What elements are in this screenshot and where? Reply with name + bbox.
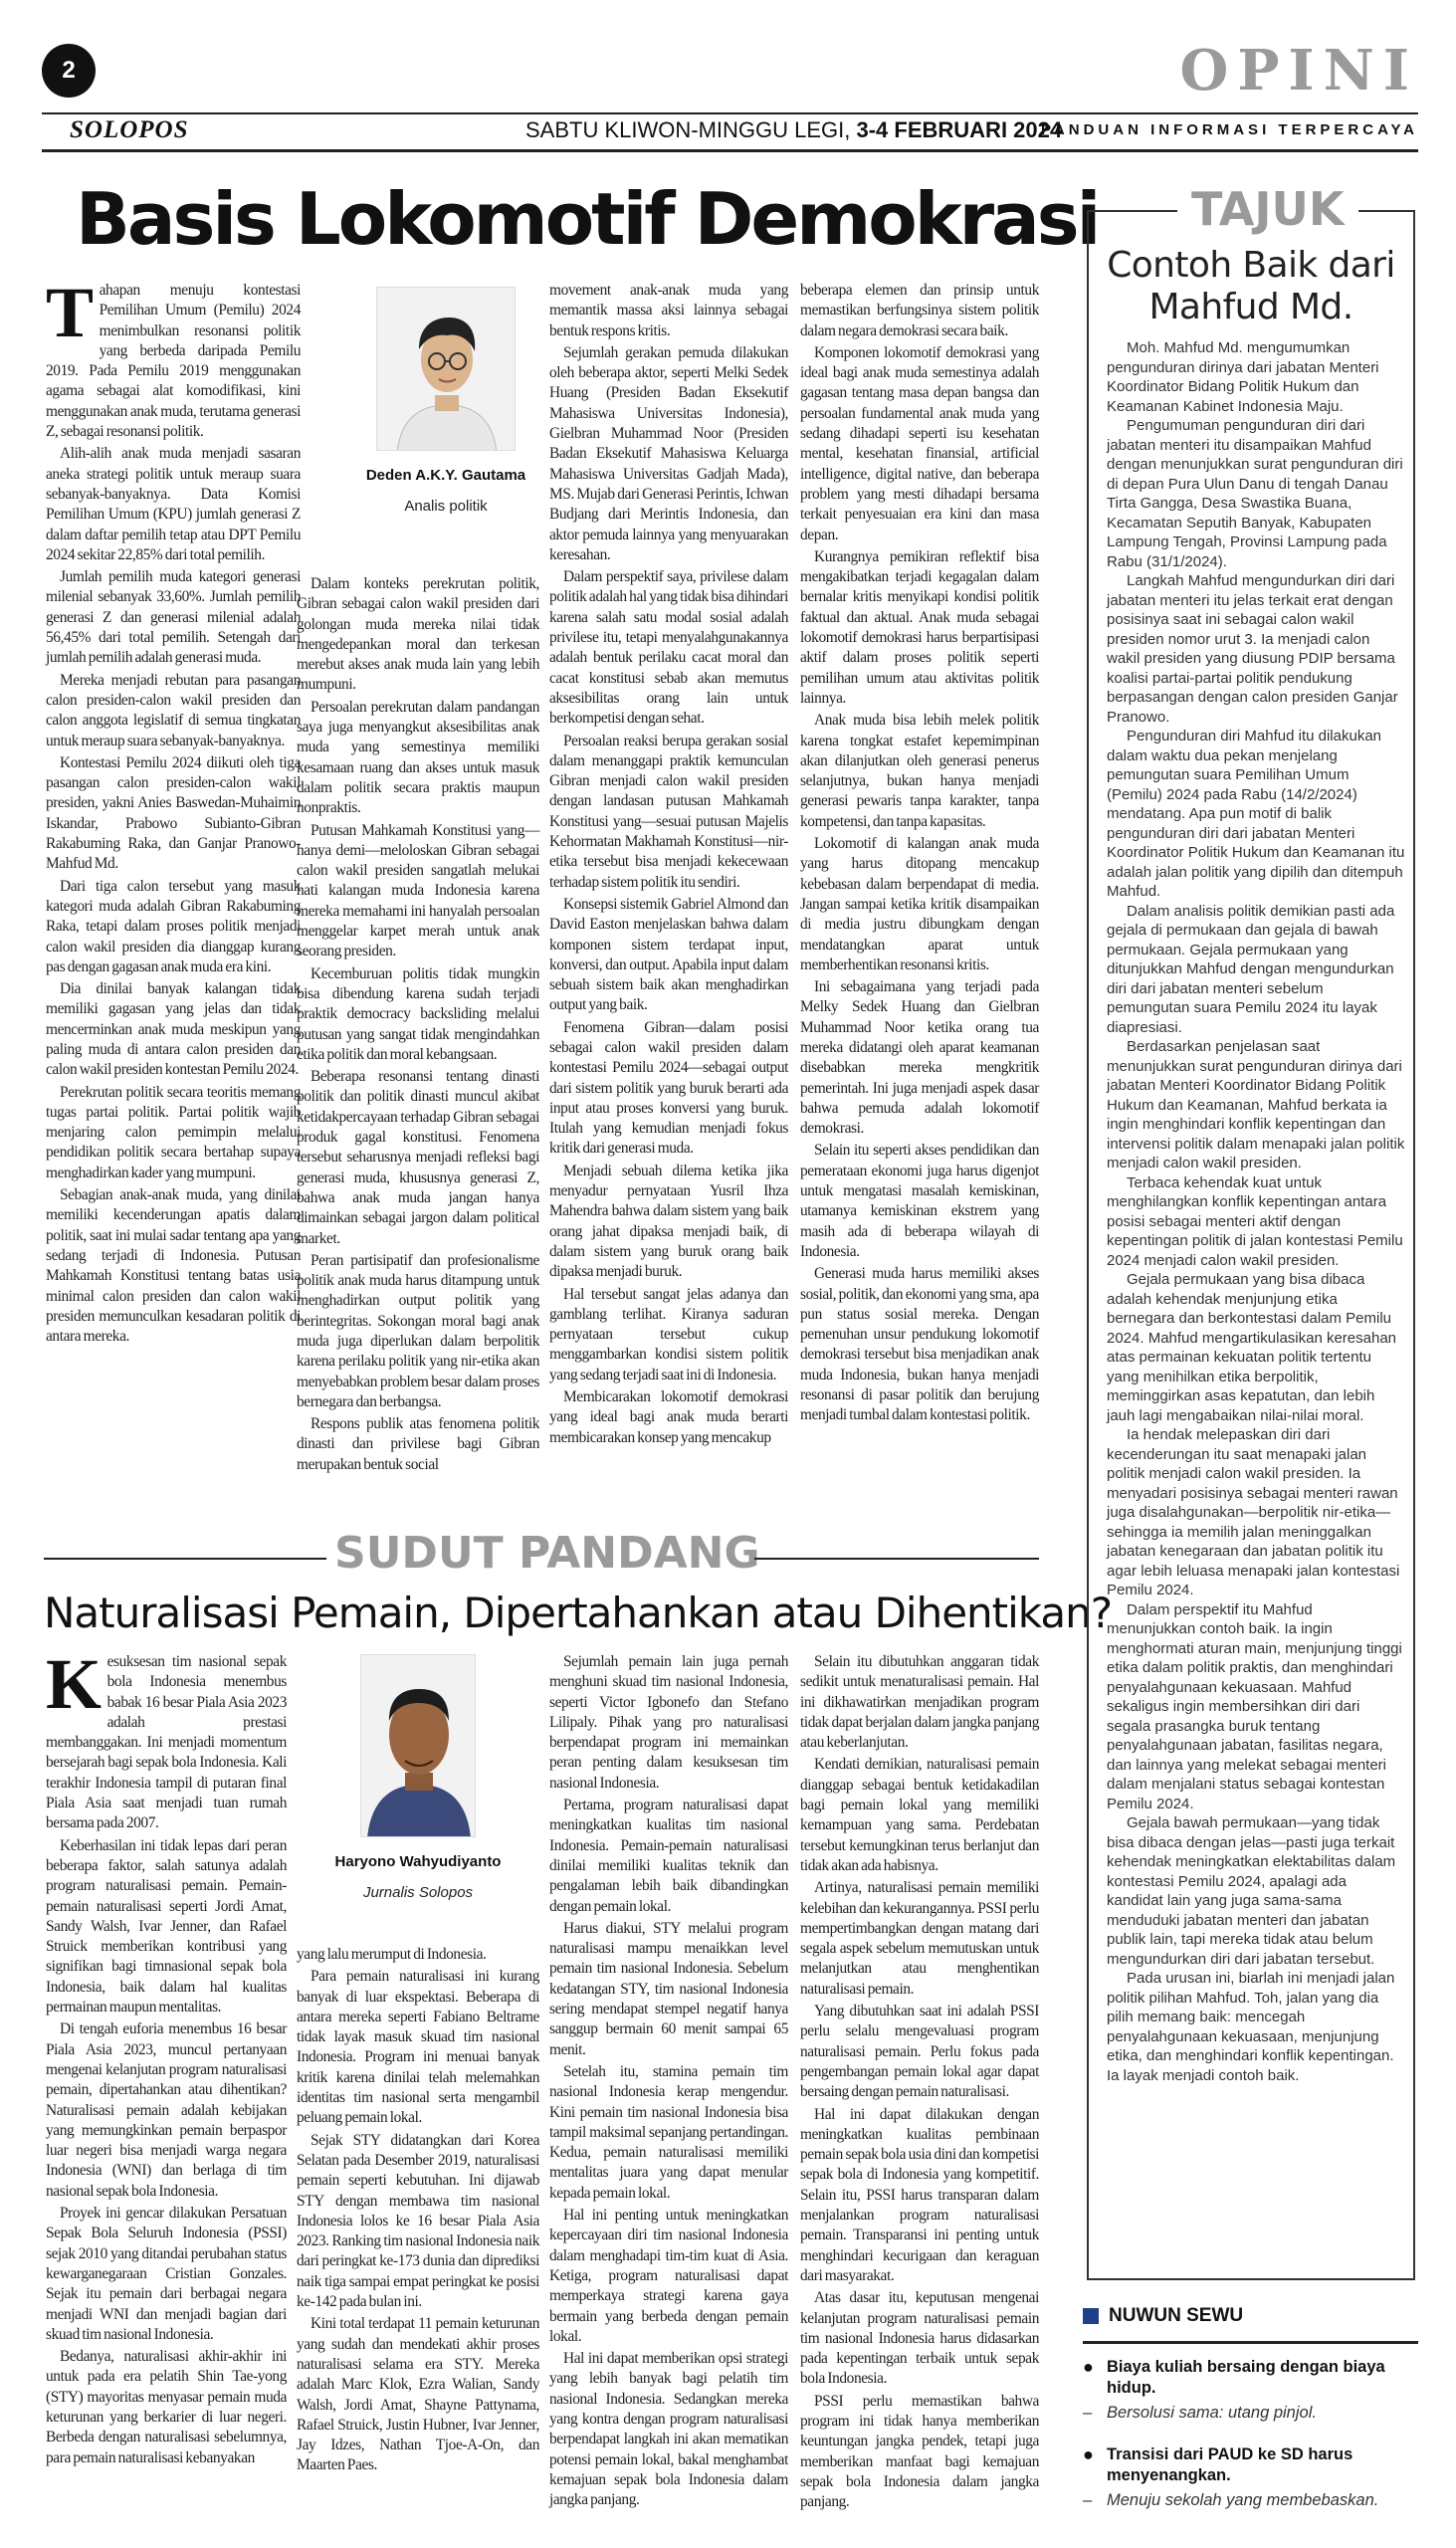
- tajuk-paragraph: Terbaca kehendak kuat untuk menghilangkan konflik kepentingan antara posisi sebagai menteri aktif dengan kepentingan politik di jalan kontestasi Pemilu 2024 menjadi calon wakil presiden.: [1107, 1173, 1403, 1269]
- nuwun-item: [1083, 2444, 1421, 2511]
- tajuk-paragraph: Pada urusan ini, biarlah ini menjadi jalan politik pilihan Mahfud. Toh, jalan yang dia pilih memang baik: mencegah penyalahgunaan kekuasaan, menjunjung etika, dan menghindari konflik kepentingan. Ia layak menjadi contoh baik.: [1107, 1970, 1395, 2084]
- tajuk-paragraph: Gejala bawah permukaan—yang tidak bisa dibaca dengan jelas—pasti juga terkait kehendak meningkatkan elektabilitas dalam kontestasi Pemilu 2024, apalagi ada kandidat lain yang juga sama-sama menduduki jabatan menteri dan jabatan publik lain, tapi mereka tidak atau belum mengundurkan diri dari jabatan tersebut.: [1107, 1814, 1396, 1968]
- paragraph: Anak muda bisa lebih melek politik karena tongkat estafet kepemimpinan akan dilanjutkan oleh generasi penerus selanjutnya, bukan hanya menjadi generasi pewaris tanpa karakter, tanpa kompetensi, dan tanpa kapasitas.: [800, 712, 1039, 830]
- sudut-pandang-column-4: [800, 1652, 1039, 2514]
- sudut-pandang-rule-right: [754, 1558, 1039, 1560]
- paragraph: Yang dibutuhkan saat ini adalah PSSI perlu selalu mengevaluasi program naturalisasi pemain. Perlu fokus pada pengembangan pemain lokal agar dapat bersaing dengan pemain naturalisasi.: [800, 2003, 1039, 2101]
- paragraph: yang lalu merumput di Indonesia.: [297, 1946, 487, 1963]
- paragraph: Konsepsi sistemik Gabriel Almond dan David Easton menjelaskan bahwa dalam komponen sistem terdapat input, konversi, dan output. Apabila input dalam sebuah sistem baik akan menghadirkan output yang baik.: [549, 895, 788, 1014]
- paragraph: movement anak-anak muda yang memantik massa aksi lainnya sebagai bentuk respons kritis.: [549, 282, 788, 339]
- sp-author-block: [299, 1654, 537, 1901]
- paragraph: beberapa elemen dan prinsip untuk memastikan berfungsinya sistem politik dalam negara demokrasi secara baik.: [800, 282, 1039, 339]
- sudut-pandang-label: SUDUT PANDANG: [334, 1528, 760, 1579]
- article-column-4: [800, 281, 1039, 1428]
- paragraph: Keberhasilan ini tidak lepas dari peran beberapa faktor, salah satunya adalah program naturalisasi pemain. Pemain-pemain naturalisasi seperti Jordi Amat, Sandy Walsh, Ivar Jenner, dan Rafael Struick memberikan kontribusi yang signifikan bagi timnasional sepak bola Indonesia, baik dalam hal kualitas permainan maupun mentalitas.: [46, 1836, 287, 2017]
- paragraph: Dia dinilai banyak kalangan tidak memiliki gagasan yang jelas dan tidak mencerminkan anak muda meskipun yang paling muda di antara calon presiden dan calon wakil presiden kontestan Pemilu 2024.: [46, 980, 301, 1079]
- date-prefix: SABTU KLIWON-MINGGU LEGI,: [525, 117, 857, 142]
- paragraph: Kendati demikian, naturalisasi pemain dianggap sebagai bentuk ketidakadilan bagi pemain lokal yang memiliki kemampuan yang sama. Perdebatan tersebut kemungkinan terus berlanjut dan tidak akan ada habisnya.: [800, 1756, 1039, 1874]
- drop-cap: K: [46, 1644, 102, 1724]
- sudut-pandang-column-3: [549, 1652, 788, 2512]
- paragraph: Hal ini dapat memberikan opsi strategi yang lebih banyak bagi pelatih tim nasional Indonesia. Sedangkan mereka yang kontra dengan program naturalisasi berpendapat langkah ini akan mematikan potensi pemain lokal, bakal menghambat kemajuan sepak bola Indonesia dalam jangka panjang.: [549, 2350, 788, 2509]
- paragraph: Selain itu seperti akses pendidikan dan pemerataan ekonomi juga harus digenjot untuk mengatasi masalah kemiskinan, utamanya kemiskinan ekstrem yang masih ada di beberapa wilayah di Indonesia.: [800, 1142, 1039, 1260]
- paragraph: Hal tersebut sangat jelas adanya dan gamblang terlihat. Kiranya saduran pernyataan tersebut cukup menggambarkan kondisi sistem politik yang sedang terjadi saat ini di Indonesia.: [549, 1285, 788, 1383]
- sp-author-role: Jurnalis Solopos: [362, 1884, 474, 1901]
- tajuk-label: TAJUK: [1177, 182, 1358, 236]
- page-number: 2: [42, 44, 96, 98]
- paragraph: Kurangnya pemikiran reflektif bisa mengakibatkan terjadi kegagalan dalam bernalar kritis menyikapi kondisi politik faktual dan aktual. Anak muda sebagai lokomotif demokrasi harus berpartisipasi aktif dalam proses politik seperti pemilihan umum atau aktivitas politik lainnya.: [800, 547, 1039, 707]
- tajuk-paragraph: Pengumuman pengunduran diri dari jabatan menteri itu disampaikan Mahfud dengan menunjukkan surat pengunduran diri di depan Pura Ulun Danu di tengah Danau Tirta Gangga, Desa Swastika Buana, Kecamatan Seputih Banyak, Kabupaten Lampung Tengah, Provinsi Lampung pada Rabu (31/1/2024).: [1107, 417, 1403, 570]
- paragraph: Kontestasi Pemilu 2024 diikuti oleh tiga pasangan calon presiden-calon wakil presiden, yakni Anies Baswedan-Muhaimin Iskandar, Prabowo Subianto-Gibran Rakabuming Raka, dan Ganjar Pranowo-Mahfud Md.: [46, 753, 301, 873]
- paragraph: Kini total terdapat 11 pemain keturunan yang sudah dan mendekati akhir proses naturalisasi selama era STY. Mereka adalah Marc Klok, Ezra Walian, Sandy Walsh, Jordi Amat, Shayne Pattynama, Rafael Struick, Justin Hubner, Ivar Jenner, Jay Idzes, Nathan Tjoe-A-On, dan Maarten Paes.: [297, 2315, 539, 2474]
- paragraph: Pertama, program naturalisasi dapat meningkatkan kualitas tim nasional Indonesia. Pemain-pemain naturalisasi dinilai memiliki kualitas teknik dan pengalaman lebih baik dibandingkan dengan pemain lokal.: [549, 1797, 788, 1915]
- square-bullet-icon: [1083, 2308, 1099, 2324]
- paragraph: Di tengah euforia menembus 16 besar Piala Asia 2023, muncul pertanyaan mengenai kelanjutan program naturalisasi pemain, dipertahankan atau dihentikan? Naturalisasi pemain adalah kebijakan yang memungkinkan pemain berpaspor luar negeri bisa menjadi warga negara Indonesia (WNI) dan berlaga di tim nasional sepak bola Indonesia.: [46, 2020, 287, 2200]
- paragraph: Komponen lokomotif demokrasi yang ideal bagi anak muda semestinya adalah gagasan tentang masa depan bangsa dan persoalan fundamental anak muda yang sedang dihadapi seperti isu kesehatan mental, kesehatan finansial, artificial intelligence, digital native, dan beberapa problem yang mesti dihadapi bersama terkait penyesuaian era kini dan masa depan.: [800, 343, 1039, 543]
- paragraph: Proyek ini gencar dilakukan Persatuan Sepak Bola Seluruh Indonesia (PSSI) sejak 2010 yang ditandai perubahan status kewarganegaraan Cristian Gonzales. Sejak itu pemain dari berbagai negara menjadi WNI dan menjadi bagian dari skuad tim nasional Indonesia.: [46, 2205, 287, 2343]
- tajuk-paragraph: Pengunduran diri Mahfud itu dilakukan dalam waktu dua pekan menjelang pemungutan suara Pemilihan Umum (Pemilu) 2024 pada Rabu (14/2/2024) mendatang. Apa pun motif di balik pengunduran diri dari jabatan Menteri Koordinator Politik Hukum dan Keamanan itu adalah jalan politik yang dipilih dan ditempuh Mahfud.: [1107, 728, 1405, 900]
- paragraph: Perekrutan politik secara teoritis memang tugas partai politik. Partai politik wajib menjaring calon pemimpin melalui pendidikan politik secara bertahap supaya menghadirkan kader yang mumpuni.: [46, 1083, 301, 1181]
- article-headline: Basis Lokomotif Demokrasi: [76, 177, 1099, 261]
- dash-icon: –: [1083, 2404, 1093, 2422]
- tagline: PANDUAN INFORMASI TERPERCAYA: [1041, 121, 1418, 138]
- tajuk-paragraph: Ia hendak melepaskan diri dari kecenderungan itu saat menapaki jalan politik menjadi calon wakil presiden. Ia menyadari posisinya sebagai menteri rawan juga disalahgunakan—berpolitik nir-etika—sehingga ia memilih jalan meninggalkan jabatan kenegaraan dan jabatan politik itu agar lebih leluasa menapaki jalan kontestasi Pemilu 2024.: [1107, 1426, 1400, 1598]
- article-column-2: [297, 574, 539, 1477]
- paragraph: PSSI perlu memastikan bahwa program ini tidak hanya memberikan keuntungan jangka pendek, tetapi juga memberikan manfaat bagi kemajuan sepak bola Indonesia dalam jangka panjang.: [800, 2392, 1039, 2511]
- sudut-pandang-headline: Naturalisasi Pemain, Dipertahankan atau Dihentikan?: [44, 1589, 1113, 1637]
- article-column-1: [46, 273, 301, 1349]
- paragraph: Putusan Mahkamah Konstitusi yang—hanya demi—meloloskan Gibran sebagai calon wakil presiden sangatlah melukai hati kalangan muda Indonesia karena mereka memahami ini hanyalah persoalan menggelar karpet merah untuk anak seorang presiden.: [297, 821, 539, 960]
- nuwun-item: [1083, 2357, 1421, 2424]
- paragraph: Para pemain naturalisasi ini kurang banyak di luar ekspektasi. Beberapa di antara mereka seperti Fabiano Beltrame tidak layak masuk skuad tim nasional Indonesia. Program ini menuai banyak kritik karena dinilai telah melemahkan identitas tim nasional serta mengambil peluang pemain lokal.: [297, 1968, 539, 2127]
- tajuk-body: [1107, 338, 1405, 2085]
- nuwun-sewu-label: NUWUN SEWU: [1109, 2305, 1244, 2326]
- paragraph: Fenomena Gibran—dalam posisi sebagai calon wakil presiden dalam kontestasi Pemilu 2024—sebagai output dari sistem politik yang buruk berarti ada input atau proses konversi yang buruk. Itulah yang kemudian menjadi fokus kritik dari generasi muda.: [549, 1018, 788, 1158]
- paragraph: Peran partisipatif dan profesionalisme politik anak muda harus ditampung untuk menghadirkan output politik yang berintegritas. Sokongan moral bagi anak muda juga diperlukan dalam berpolitik karena perilaku politik yang nir-etika akan menyebabkan problem besar dalam proses bernegara dan berbangsa.: [297, 1251, 539, 1410]
- paragraph: Sebagian anak-anak muda, yang dinilai memiliki kecenderungan apatis dalam politik, saat ini mulai sadar tentang apa yang sedang terjadi di Indonesia. Putusan Mahkamah Konstitusi tentang batas usia minimal calon presiden dan calon wakil presiden memunculkan kesadaran politik di antara mereka.: [46, 1186, 301, 1346]
- paragraph: Kecemburuan politis tidak mungkin bisa dibendung karena sudah terjadi praktik democracy backsliding melalui putusan yang sangat tidak mengindahkan etika politik dan moral kebangsaan.: [297, 964, 539, 1063]
- paragraph: Dalam perspektif saya, privilese dalam politik adalah hal yang tidak bisa dihindari karena salah satu modal sosial adalah privilese itu, tetapi menyalahgunakannya adalah bentuk perilaku cacat moral dan cacat konstitusi sebab akan memutus aksesibilitas orang lain untuk berkompetisi dengan sehat.: [549, 568, 788, 728]
- sp-author-portrait-icon: [361, 1655, 476, 1837]
- tajuk-paragraph: Moh. Mahfud Md. mengumumkan pengunduran dirinya dari jabatan Menteri Koordinator Bidang Politik Hukum dan Keamanan Kabinet Indonesia Maju.: [1107, 339, 1379, 415]
- author-name: Deden A.K.Y. Gautama: [365, 467, 526, 484]
- paragraph: Dalam konteks perekrutan politik, Gibran sebagai calon wakil presiden dari golongan muda mereka nilai tidak mengedepankan moral dan terkesan merebut akses anak muda lain yang lebih mumpuni.: [297, 575, 539, 694]
- author-block: [326, 287, 565, 515]
- sudut-pandang-column-1: [46, 1644, 287, 2470]
- header-rule-top: [42, 112, 1418, 114]
- paragraph: Dari tiga calon tersebut yang masuk kategori muda adalah Gibran Rakabuming Raka, tetapi dalam proses politik menjadi calon wakil presiden dia dianggap kurang pas dengan gagasan anak muda era kini.: [46, 877, 301, 975]
- tajuk-paragraph: Gejala permukaan yang bisa dibaca adalah kehendak menjunjung etika bernegara dan berkontestasi dalam Pemilu 2024. Mahfud mengartikulasikan keresahan atas permainan kekuatan politik tertentu yang menihilkan etika berpolitik, meminggirkan asas kepatutan, dan lebih jauh lagi mengabaikan nilai-nilai moral.: [1107, 1271, 1397, 1424]
- sudut-pandang-column-2: [297, 1945, 539, 2478]
- paragraph: Jumlah pemilih muda kategori generasi milenial sebanyak 33,60%. Jumlah pemilih generasi Z dan generasi milenial adalah 56,45% dari total pemilih. Setengah dari jumlah pemilih adalah generasi muda.: [46, 568, 301, 667]
- author-portrait-icon: [377, 288, 516, 451]
- article-column-3: [549, 281, 788, 1450]
- tajuk-paragraph: Langkah Mahfud mengundurkan diri dari jabatan menteri itu jelas terkait erat dengan posisinya saat ini sebagai calon wakil presiden nomor urut 3. Ia menjadi calon wakil presiden yang diusung PDIP bersama koalisi partai-partai politik pendukung berpasangan dengan calon presiden Ganjar Pranowo.: [1107, 572, 1398, 726]
- paragraph: Sejumlah pemain lain juga pernah menghuni skuad tim nasional Indonesia, seperti Victor Igbonefo dan Stefano Lilipaly. Pihak yang pro naturalisasi berpendapat program ini memainkan peran penting dalam kesuksesan tim nasional Indonesia.: [549, 1653, 788, 1792]
- sp-author-photo: [360, 1654, 476, 1837]
- paragraph: Respons publik atas fenomena politik dinasti dan privilese bagi Gibran merupakan bentuk social: [297, 1415, 539, 1473]
- author-role: Analis politik: [404, 498, 488, 515]
- sudut-pandang-rule-left: [44, 1558, 326, 1560]
- paragraph: Lokomotif di kalangan anak muda yang harus ditopang mencakup kebebasan dalam berpendapat di media. Jangan sampai ketika kritik disampaikan di media justru dibungkam dengan mendatangkan aparat untuk memberhentikan resonansi kritis.: [800, 835, 1039, 973]
- dateline: [525, 117, 1062, 143]
- tajuk-paragraph: Berdasarkan penjelasan saat menunjukkan surat pengunduran dirinya dari jabatan Menteri Koordinator Bidang Politik Hukum dan Keamanan, Mahfud berkata ia ingin menghindari konflik kepentingan dan intervensi politik dalam menapaki jalan politik menjadi calon wakil presiden.: [1107, 1038, 1405, 1171]
- section-title: OPINI: [1179, 38, 1418, 104]
- paragraph: Artinya, naturalisasi pemain memiliki kelebihan dan kekurangannya. PSSI perlu mempertimbangkan dengan matang dari segala aspek sebelum memutuskan untuk melanjutkan atau menghentikan naturalisasi pemain.: [800, 1879, 1039, 1998]
- paragraph: Membicarakan lokomotif demokrasi yang ideal bagi anak muda berarti membicarakan konsep yang mencakup: [549, 1388, 788, 1446]
- nuwun-answer: Menuju sekolah yang membebaskan.: [1107, 2491, 1379, 2509]
- header-rule-bottom: [42, 149, 1418, 152]
- paragraph: Tahapan menuju kontestasi Pemilihan Umum (Pemilu) 2024 menimbulkan resonansi politik yang berbeda daripada Pemilu 2019. Pada Pemilu 2019 menggunakan agama sebagai alat komodifikasi, kini menggunakan anak muda, terutama generasi Z, sebagai resonansi politik.: [46, 273, 301, 441]
- paragraph: Menjadi sebuah dilema ketika jika menyadur pernyataan Yusril Ihza Mahendra bahwa dalam sistem yang baik orang jahat dipaksa menjadi baik, di dalam sistem yang buruk orang baik dipaksa menjadi buruk.: [549, 1162, 788, 1281]
- paragraph: Alih-alih anak muda menjadi sasaran aneka strategi politik untuk meraup suara sebanyak-banyaknya. Data Komisi Pemilihan Umum (KPU) jumlah generasi Z dalam daftar pemilih tetap atau DPT Pemilu 2024 sekitar 22,85% dari total pemilih.: [46, 445, 301, 563]
- paragraph: Sejak STY didatangkan dari Korea Selatan pada Desember 2019, naturalisasi pemain seperti kebutuhan. Ini dijawab STY dengan membawa tim nasional Indonesia lolos ke 16 besar Piala Asia 2023. Ranking tim nasional Indonesia naik dari peringkat ke-173 dunia dan diprediksi naik tiga sampai empat peringkat ke posisi ke-142 pada bulan ini.: [297, 2131, 539, 2311]
- paragraph: Persoalan reaksi berupa gerakan sosial dalam menanggapi praktik kemunculan Gibran menjadi calon wakil presiden dengan landasan putusan Mahkamah Konstitusi yang—sesuai putusan Majelis Kehormatan Makhamah Konstitusi—nir-etika tersebut bisa menjadi kekecewaan terhadap sistem politik itu sendiri.: [549, 732, 788, 891]
- date-bold: 3-4 FEBRUARI 2024: [856, 117, 1063, 142]
- paragraph: Sejumlah gerakan pemuda dilakukan oleh beberapa aktor, seperti Melki Sedek Huang (Presiden Badan Eksekutif Mahasiswa Universitas Indonesia), Gielbran Muhammad Noor (Presiden Badan Eksekutif Mahasiswa Keluarga Mahasiswa Universitas Gadjah Mada), MS. Mujab dari Generasi Perintis, Ichwan Budjang dari Merintis Indonesia, dan aktor pemuda lainnya yang menyuarakan keresahan.: [549, 343, 788, 563]
- author-photo: [376, 287, 516, 451]
- drop-cap: T: [46, 273, 94, 352]
- paragraph: Selain itu dibutuhkan anggaran tidak sedikit untuk menaturalisasi pemain. Hal ini dikhawatirkan menjadikan program tidak dapat berjalan dalam jangka panjang atau keberlanjutan.: [800, 1653, 1039, 1752]
- paragraph: Persoalan perekrutan dalam pandangan saya juga menyangkut aksesibilitas anak muda yang semestinya memiliki kesamaan ruang dan akses untuk masuk dalam politik secara praktis maupun nonpraktis.: [297, 698, 539, 817]
- tajuk-paragraph: Dalam perspektif itu Mahfud menunjukkan contoh baik. Ia ingin menghormati aturan main, menjunjung tinggi etika dalam politik praktis, dan menghindari penyalahgunaan kekuasaan. Mahfud sekaligus ingin membersihkan diri dari segala prasangka buruk tentang penyalahgunaan jabatan, fasilitas negara, dan lainnya yang melekat sebagai menteri dalam menjalani status sebagai kontestan Pemilu 2024.: [1107, 1600, 1402, 1812]
- bullet-dot-icon: ●: [1083, 2444, 1094, 2464]
- bullet-dot-icon: ●: [1083, 2357, 1094, 2377]
- nuwun-question: Biaya kuliah bersaing dengan biaya hidup.: [1107, 2358, 1385, 2397]
- paragraph: Kesuksesan tim nasional sepak bola Indonesia menembus babak 16 besar Piala Asia 2023 adalah prestasi membanggakan. Ini menjadi momentum bersejarah bagi sepak bola Indonesia. Kali terakhir Indonesia tampil di putaran final Piala Asia saat menjadi tuan rumah bersama pada 2007.: [46, 1644, 287, 1832]
- paragraph: Bedanya, naturalisasi akhir-akhir ini untuk pada era pelatih Shin Tae-yong (STY) mayoritas menyasar pemain muda keturunan yang berkarier di luar negeri. Berbeda dengan naturalisasi sebelumnya, para pemain naturalisasi kebanyakan: [46, 2348, 287, 2466]
- tajuk-paragraph: Dalam analisis politik demikian pasti ada gejala di permukaan dan gejala di bawah permukaan. Gejala permukaan yang ditunjukkan Mahfud dengan mengundurkan diri dari jabatan menteri sebelum pemungutan suara Pemilu 2024 itu layak diapresiasi.: [1107, 902, 1395, 1036]
- paragraph: Ini sebagaimana yang terjadi pada Melky Sedek Huang dan Gielbran Muhammad Noor ketika orang tua mereka didatangi oleh aparat keamanan disebabkan mereka mengkritik pemerintah. Ini juga menjadi aspek dasar bahwa pemuda adalah lokomotif demokrasi.: [800, 978, 1039, 1138]
- dash-icon: –: [1083, 2491, 1093, 2509]
- paragraph: Beberapa resonansi tentang dinasti politik dan politik dinasti muncul akibat ketidakpercayaan terhadap Gibran sebagai produk gagal konstitusi. Fenomena tersebut seharusnya menjadi refleksi bagi generasi muda, khususnya generasi Z, bahwa anak muda jangan hanya dimainkan sebagai jargon dalam political market.: [297, 1068, 539, 1247]
- nuwun-sewu-rule: [1083, 2341, 1418, 2344]
- paragraph: Mereka menjadi rebutan para pasangan calon presiden-calon wakil presiden dan calon anggota legislatif di semua tingkatan untuk meraup suara sebanyak-banyaknya.: [46, 671, 301, 749]
- paragraph: Setelah itu, stamina pemain tim nasional Indonesia kerap mengendur. Kini pemain tim nasional Indonesia bisa tampil maksimal sepanjang pertandingan. Kedua, pemain naturalisasi memiliki mentalitas juara yang dapat menular kepada pemain lokal.: [549, 2062, 788, 2202]
- nuwun-sewu-heading: [1083, 2305, 1243, 2327]
- sp-author-name: Haryono Wahyudiyanto: [334, 1853, 502, 1870]
- tajuk-title: Contoh Baik dari Mahfud Md.: [1107, 245, 1395, 327]
- paragraph: Hal ini penting untuk meningkatkan kepercayaan diri tim nasional Indonesia dalam menghadapi tim-tim kuat di Asia. Ketiga, program naturalisasi dapat memperkaya strategi karena gaya bermain yang berbeda dengan pemain lokal.: [549, 2207, 788, 2345]
- nuwun-question: Transisi dari PAUD ke SD harus menyenangkan.: [1107, 2445, 1353, 2484]
- paragraph: Harus diakui, STY melalui program naturalisasi mampu menaikkan level pemain tim nasional Indonesia. Sebelum kedatangan STY, tim nasional Indonesia sering mendapat stempel negatif hanya sanggup bermain 60 menit sampai 65 menit.: [549, 1919, 788, 2058]
- paragraph: Hal ini dapat dilakukan dengan meningkatkan kualitas pembinaan pemain sepak bola usia dini dan kompetisi sepak bola di Indonesia yang kompetitif. Selain itu, PSSI harus transparan dalam menjalankan program naturalisasi pemain. Transparansi ini penting untuk menghindari kecurigaan dan keraguan dari masyarakat.: [800, 2105, 1039, 2284]
- paragraph: Generasi muda harus memiliki akses sosial, politik, dan ekonomi yang sma, apa pun status sosial mereka. Dengan pemenuhan unsur pendukung lokomotif demokrasi tersebut bisa menjadikan anak muda Indonesia, bukan hanya menjadi resonansi di pasar politik dan berujung menjadi tumbal dalam kontestasi politik.: [800, 1265, 1039, 1424]
- brand-logo: SOLOPOS: [70, 116, 189, 143]
- nuwun-answer: Bersolusi sama: utang pinjol.: [1107, 2404, 1317, 2422]
- paragraph: Atas dasar itu, keputusan mengenai kelanjutan program naturalisasi pemain tim nasional Indonesia harus didasarkan pada kepentingan terbaik untuk sepak bola Indonesia.: [800, 2289, 1039, 2388]
